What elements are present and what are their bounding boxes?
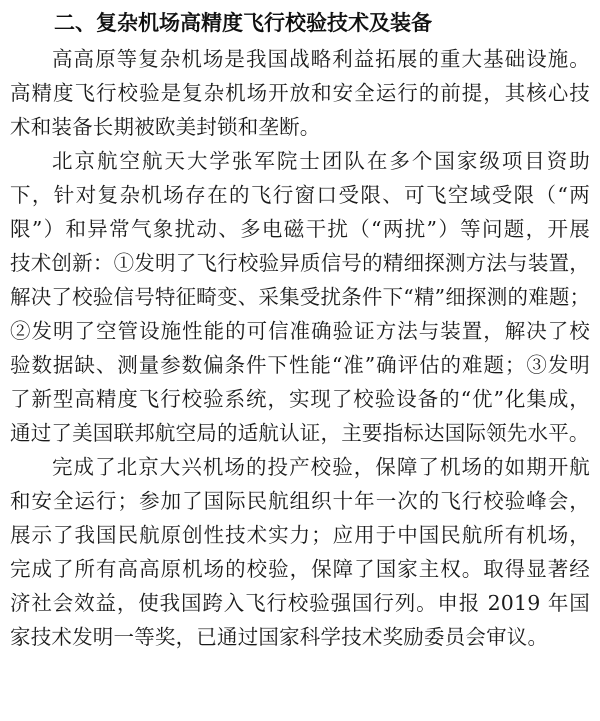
text-line: ②发明了空管设施性能的可信准确验证方法与装置，解决了校 (10, 319, 590, 343)
text-line: 术和装备长期被欧美封锁和垄断。 (10, 115, 321, 139)
text-line: 下，针对复杂机场存在的飞行窗口受限、可飞空域受限（“两 (10, 183, 590, 207)
paragraph-achievements (10, 450, 590, 654)
text-line: 通过了美国联邦航空局的适航认证，主要指标达国际领先水平。 (10, 421, 590, 445)
text-line: 济社会效益，使我国跨入飞行校验强国行列。申报 2019 年国 (10, 591, 590, 615)
section-heading: 二、复杂机场高精度飞行校验技术及装备 (54, 11, 432, 35)
paragraph-background (10, 42, 590, 144)
text-line: 北京航空航天大学张军院士团队在多个国家级项目资助 (52, 149, 590, 173)
text-line: 完成了所有高高原机场的校验，保障了国家主权。取得显著经 (10, 557, 590, 581)
text-line: 和安全运行；参加了国际民航组织十年一次的飞行校验峰会， (10, 489, 590, 513)
text-line: 完成了北京大兴机场的投产校验，保障了机场的如期开航 (52, 455, 590, 479)
text-line: 高精度飞行校验是复杂机场开放和安全运行的前提，其核心技 (10, 81, 590, 105)
text-line: 解决了校验信号特征畸变、采集受扰条件下“精”细探测的难题； (10, 285, 590, 309)
text-line: 限”）和异常气象扰动、多电磁干扰（“两扰”）等问题，开展 (10, 217, 590, 241)
text-line: 了新型高精度飞行校验系统，实现了校验设备的“优”化集成， (10, 387, 590, 411)
text-line: 技术创新：①发明了飞行校验异质信号的精细探测方法与装置， (10, 251, 590, 275)
text-line: 展示了我国民航原创性技术实力；应用于中国民航所有机场， (10, 523, 590, 547)
paragraph-innovation (10, 144, 590, 450)
text-line: 高高原等复杂机场是我国战略利益拓展的重大基础设施。 (52, 47, 590, 71)
text-line: 验数据缺、测量参数偏条件下性能“准”确评估的难题；③发明 (10, 353, 590, 377)
text-line: 家技术发明一等奖，已通过国家科学技术奖励委员会审议。 (10, 625, 549, 649)
